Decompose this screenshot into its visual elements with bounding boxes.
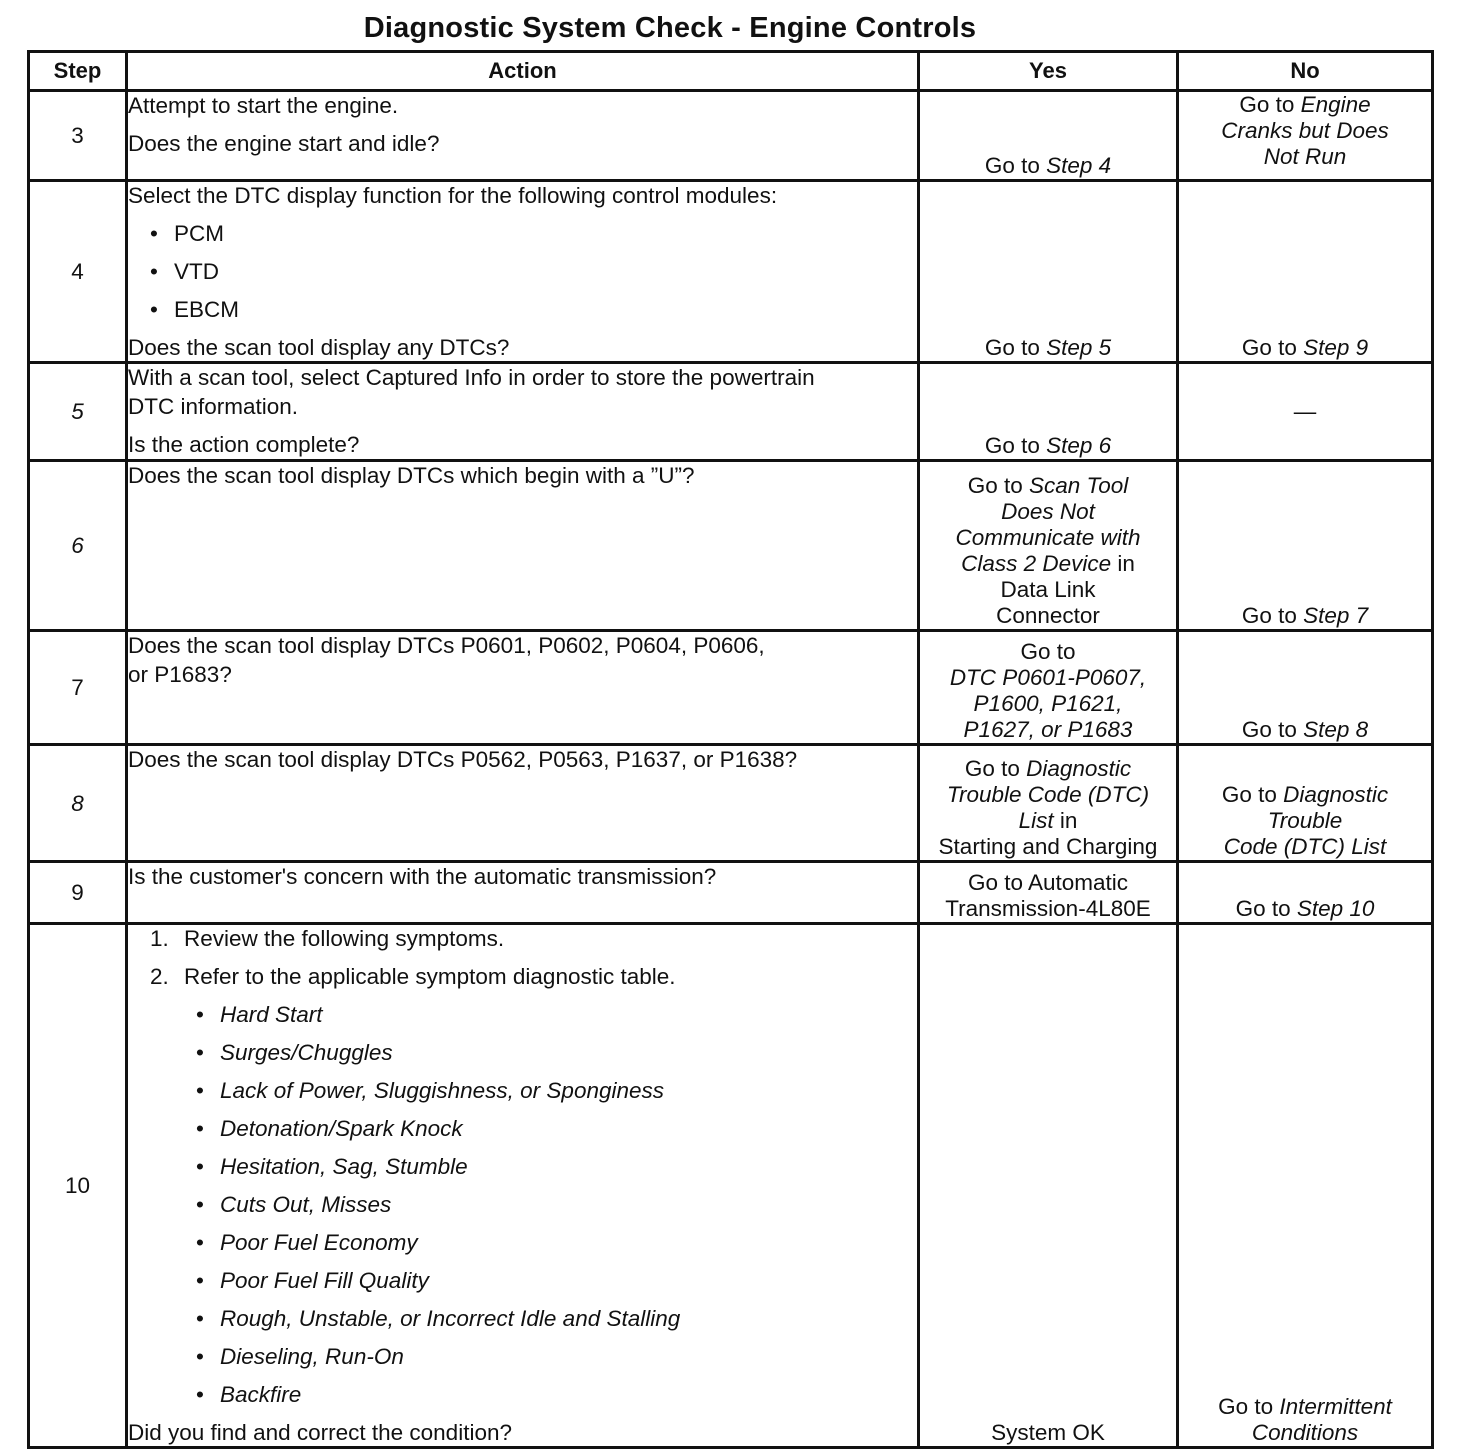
list-item: • VTD <box>128 258 917 285</box>
yes-text: in <box>1053 808 1078 833</box>
symptom-item[interactable]: • Poor Fuel Fill Quality <box>128 1267 917 1294</box>
no-cell <box>1178 363 1433 461</box>
action-cell <box>127 862 919 924</box>
yes-text: Go to <box>984 433 1047 458</box>
yes-text: Go to <box>964 756 1027 781</box>
header-yes: Yes <box>919 52 1178 91</box>
action-question: Does the scan tool display DTCs P0562, P0563, P1637, or P1638? <box>128 747 798 772</box>
yes-link-line[interactable]: Trouble Code (DTC) <box>946 782 1150 807</box>
action-text: DTC information. <box>128 394 299 419</box>
table-row <box>29 181 1433 363</box>
no-link[interactable]: Intermittent <box>1279 1394 1392 1419</box>
yes-link-line[interactable]: DTC P0601-P0607, <box>949 665 1147 690</box>
yes-text: System OK <box>991 1420 1105 1445</box>
symptom-item[interactable]: • Poor Fuel Economy <box>128 1229 917 1256</box>
symptom-item[interactable]: • Hard Start <box>128 1001 917 1028</box>
yes-cell <box>919 91 1178 181</box>
no-text: Go to <box>1235 896 1297 921</box>
no-cell <box>1178 91 1433 181</box>
action-text: or P1683? <box>128 662 232 687</box>
no-link-line[interactable]: Cranks but Does <box>1221 118 1389 143</box>
yes-cell <box>919 924 1178 1448</box>
step-number: 4 <box>29 181 127 363</box>
action-text: Attempt to start the engine. <box>128 93 399 118</box>
no-cell <box>1178 745 1433 862</box>
header-action: Action <box>127 52 919 91</box>
action-cell <box>127 363 919 461</box>
yes-text: in <box>1111 551 1135 576</box>
action-question: Does the scan tool display any DTCs? <box>128 335 510 360</box>
no-cell <box>1178 862 1433 924</box>
numbered-list <box>128 925 917 990</box>
step-number: 5 <box>29 363 127 461</box>
symptom-item[interactable]: • Detonation/Spark Knock <box>128 1115 917 1142</box>
yes-link-line[interactable]: Communicate with <box>955 525 1141 550</box>
symptom-item[interactable]: • Rough, Unstable, or Incorrect Idle and Stalling <box>128 1305 917 1332</box>
no-link[interactable]: Diagnostic <box>1283 782 1389 807</box>
table-row <box>29 631 1433 745</box>
list-item: • PCM <box>128 220 917 247</box>
no-text: Go to <box>1241 335 1304 360</box>
symptom-item[interactable]: • Dieseling, Run-On <box>128 1343 917 1370</box>
table-row <box>29 91 1433 181</box>
table-row <box>29 862 1433 924</box>
symptom-item[interactable]: • Cuts Out, Misses <box>128 1191 917 1218</box>
header-no: No <box>1178 52 1433 91</box>
no-link-line[interactable]: Conditions <box>1251 1420 1359 1445</box>
yes-text: Go to <box>967 473 1030 498</box>
symptom-item[interactable]: • Surges/Chuggles <box>128 1039 917 1066</box>
diagnostic-table <box>27 50 1434 1449</box>
symptom-item[interactable]: • Hesitation, Sag, Stumble <box>128 1153 917 1180</box>
yes-link-line[interactable]: P1627, or P1683 <box>963 717 1133 742</box>
table-header-row <box>29 52 1433 91</box>
action-text: With a scan tool, select Captured Info in order to store the powertrain <box>128 365 815 390</box>
yes-text: Go to <box>984 335 1047 360</box>
symptom-item[interactable]: • Backfire <box>128 1381 917 1408</box>
no-cell <box>1178 924 1433 1448</box>
yes-cell <box>919 363 1178 461</box>
no-link[interactable]: Step 8 <box>1303 717 1369 742</box>
action-question: Is the action complete? <box>128 432 360 457</box>
module-list <box>128 220 917 323</box>
no-cell <box>1178 181 1433 363</box>
yes-cell <box>919 745 1178 862</box>
step-number: 7 <box>29 631 127 745</box>
action-cell <box>127 91 919 181</box>
yes-link-line[interactable]: Does Not <box>1001 499 1095 524</box>
header-step: Step <box>29 52 127 91</box>
action-question: Does the engine start and idle? <box>128 131 440 156</box>
no-text: Go to <box>1241 603 1304 628</box>
no-link-line[interactable]: Trouble <box>1267 808 1343 833</box>
no-text: Go to <box>1239 92 1301 117</box>
symptom-list <box>128 1001 917 1408</box>
no-link[interactable]: Step 10 <box>1296 896 1375 921</box>
yes-link-line[interactable]: Transmission-4L80E <box>945 896 1151 921</box>
no-cell <box>1178 631 1433 745</box>
no-text: Go to <box>1218 1394 1280 1419</box>
no-dash: — <box>1293 398 1317 424</box>
list-item: • EBCM <box>128 296 917 323</box>
no-link[interactable]: Step 7 <box>1303 603 1369 628</box>
action-cell <box>127 924 919 1448</box>
no-cell <box>1178 461 1433 631</box>
table-row <box>29 924 1433 1448</box>
list-item: 2. Refer to the applicable symptom diagnostic table. <box>150 964 676 989</box>
yes-link-line[interactable]: Class 2 Device <box>961 551 1112 576</box>
yes-cell <box>919 181 1178 363</box>
yes-cell <box>919 862 1178 924</box>
table-row <box>29 363 1433 461</box>
step-number: 6 <box>29 461 127 631</box>
step-number: 8 <box>29 745 127 862</box>
yes-link-line[interactable]: P1600, P1621, <box>973 691 1123 716</box>
table-row <box>29 745 1433 862</box>
action-text: Select the DTC display function for the following control modules: <box>128 183 778 208</box>
action-cell <box>127 461 919 631</box>
no-link-line[interactable]: Code (DTC) List <box>1223 834 1387 859</box>
action-cell <box>127 631 919 745</box>
action-question: Does the scan tool display DTCs which begin with a ”U”? <box>128 463 695 488</box>
yes-link[interactable]: Step 4 <box>1046 153 1112 178</box>
yes-link[interactable]: Scan Tool <box>1029 473 1129 498</box>
step-number: 10 <box>29 924 127 1448</box>
action-question: Is the customer's concern with the automatic transmission? <box>128 864 717 889</box>
yes-text: Go to <box>984 153 1047 178</box>
step-number: 3 <box>29 91 127 181</box>
action-cell <box>127 181 919 363</box>
yes-link[interactable]: Step 5 <box>1046 335 1112 360</box>
no-text: Go to <box>1241 717 1304 742</box>
action-text: Does the scan tool display DTCs P0601, P0602, P0604, P0606, <box>128 633 765 658</box>
no-link[interactable]: Engine <box>1300 92 1371 117</box>
action-question: Did you find and correct the condition? <box>128 1420 512 1445</box>
step-number: 9 <box>29 862 127 924</box>
yes-text: Starting and Charging <box>938 834 1158 859</box>
no-link-line[interactable]: Not Run <box>1263 144 1347 169</box>
yes-cell <box>919 631 1178 745</box>
no-text: Go to <box>1221 782 1284 807</box>
yes-text: Connector <box>996 603 1100 628</box>
yes-cell <box>919 461 1178 631</box>
yes-text: Data Link <box>1000 577 1096 602</box>
yes-link-line[interactable]: List <box>1018 808 1054 833</box>
no-link[interactable]: Step 9 <box>1303 335 1369 360</box>
yes-link[interactable]: Step 6 <box>1046 433 1112 458</box>
list-item: 1. Review the following symptoms. <box>150 926 505 951</box>
yes-text: Go to <box>1020 639 1076 664</box>
document-title: Diagnostic System Check - Engine Controls <box>363 12 977 44</box>
yes-link[interactable]: Diagnostic <box>1026 756 1132 781</box>
table-row <box>29 461 1433 631</box>
yes-link-line[interactable]: Go to Automatic <box>967 870 1129 895</box>
symptom-item[interactable]: • Lack of Power, Sluggishness, or Sponginess <box>128 1077 917 1104</box>
action-cell <box>127 745 919 862</box>
